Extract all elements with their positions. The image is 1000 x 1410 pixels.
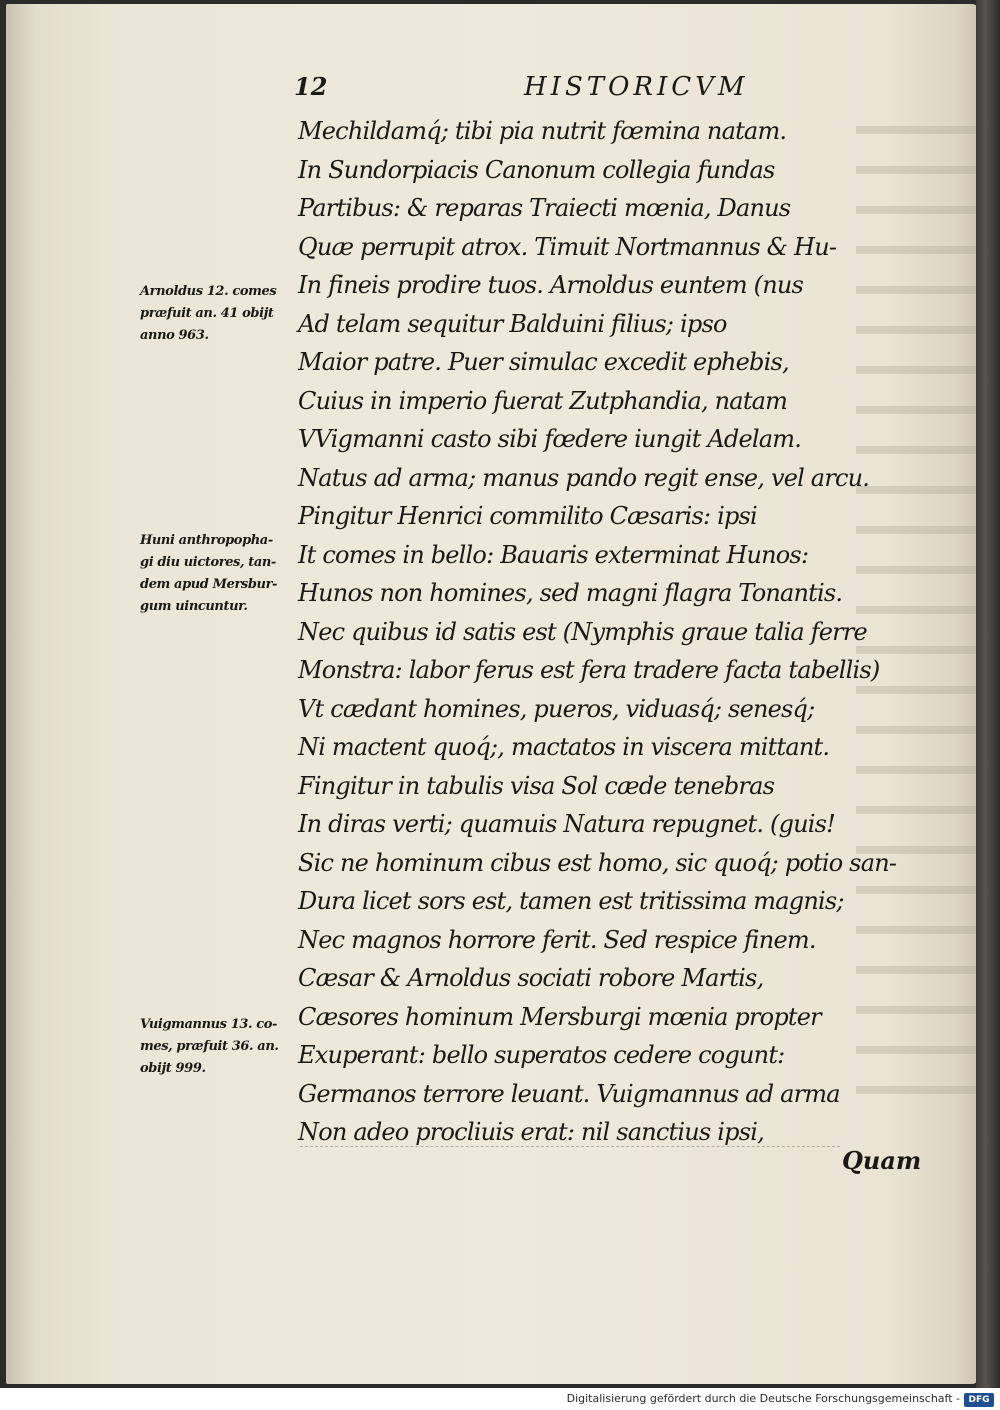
verse-line: Exuperant: bello superatos cedere cogunt: [298,1041,785,1069]
margin-note-line: gi diu uictores, tan- [140,555,276,570]
margin-note-line: Arnoldus 12. comes [140,284,277,299]
page-number: 12 [294,72,328,101]
catchword: Quam [842,1146,922,1175]
verse-line: Sic ne hominum cibus est homo, sic quoq́; potio san- [298,848,897,877]
verse-line: Germanos terrore leuant. Vuigmannus ad arma [298,1079,840,1108]
verse-line: Monstra: labor ferus est fera tradere facta tabellis) [298,656,880,684]
footer-bar [0,1390,1000,1410]
verse-line: Pingitur Henrici commilito Cæsaris: ipsi [298,502,757,530]
verse-line: It comes in bello: Bauaris exterminat Hunos: [298,540,809,569]
verse-line: Non adeo procliuis erat: nil sanctius ipsi, [298,1118,764,1146]
verse-line: Ni mactent quoq́;, mactatos in viscera mittant. [298,733,830,761]
verse-line: Natus ad arma; manus pando regit ense, vel arcu. [298,463,870,492]
verse-line: VVigmanni casto sibi fœdere iungit Adelam. [298,425,802,453]
verse-line: Mechildamq́; tibi pia nutrit fœmina natam. [298,117,787,145]
page-edge [976,0,1000,1388]
margin-note-vuigmannus [140,1014,292,1080]
margin-note-line: gum uincuntur. [140,599,248,614]
dfg-logo-icon: DFG [964,1393,994,1407]
verse-line: In fineis prodire tuos. Arnoldus euntem (nus [298,271,804,299]
margin-note-line: Huni anthropopha- [140,533,273,548]
margin-note-line: præfuit an. 41 obijt [140,306,274,321]
verse-text [298,112,918,1152]
verse-line: Maior patre. Puer simulac excedit ephebis, [298,348,789,376]
margin-note-line: Vuigmannus 13. co- [140,1017,278,1032]
margin-note-line: dem apud Mersbur- [140,577,278,592]
verse-line: Cæsar & Arnoldus sociati robore Martis, [298,964,764,992]
verse-line: Ad telam sequitur Balduini filius; ipso [298,309,727,338]
verse-line: In diras verti; quamuis Natura repugnet. (guis! [298,810,836,838]
margin-note-line: mes, præfuit 36. an. [140,1039,279,1054]
verse-line: Fingitur in tabulis visa Sol cæde tenebras [298,771,775,800]
verse-line: Hunos non homines, sed magni flagra Tonantis. [298,579,843,607]
margin-note-line: anno 963. [140,328,209,343]
margin-note-arnoldus [140,281,292,347]
verse-line: Dura licet sors est, tamen est tritissima magnis; [298,887,844,915]
running-title: HISTORICVM [524,72,749,102]
verse-line: Nec quibus id satis est (Nymphis graue talia ferre [298,617,867,646]
margin-note-huni [140,530,292,618]
verse-line: Quæ perrupit atrox. Timuit Nortmannus & Hu- [298,232,837,261]
margin-note-line: obijt 999. [140,1061,206,1076]
verse-line: In Sundorpiacis Canonum collegia fundas [298,155,775,184]
verse-line: Cæsores hominum Mersburgi mœnia propter [298,1002,821,1031]
bottom-rule [300,1146,840,1147]
funding-credit: Digitalisierung gefördert durch die Deutsche Forschungsgemeinschaft - [566,1392,960,1405]
verse-line: Vt cædant homines, pueros, viduasq́; senesq́; [298,694,815,723]
verse-line: Partibus: & reparas Traiecti mœnia, Danus [298,194,791,222]
verse-line: Cuius in imperio fuerat Zutphandia, natam [298,386,788,415]
verse-line: Nec magnos horrore ferit. Sed respice finem. [298,925,816,954]
